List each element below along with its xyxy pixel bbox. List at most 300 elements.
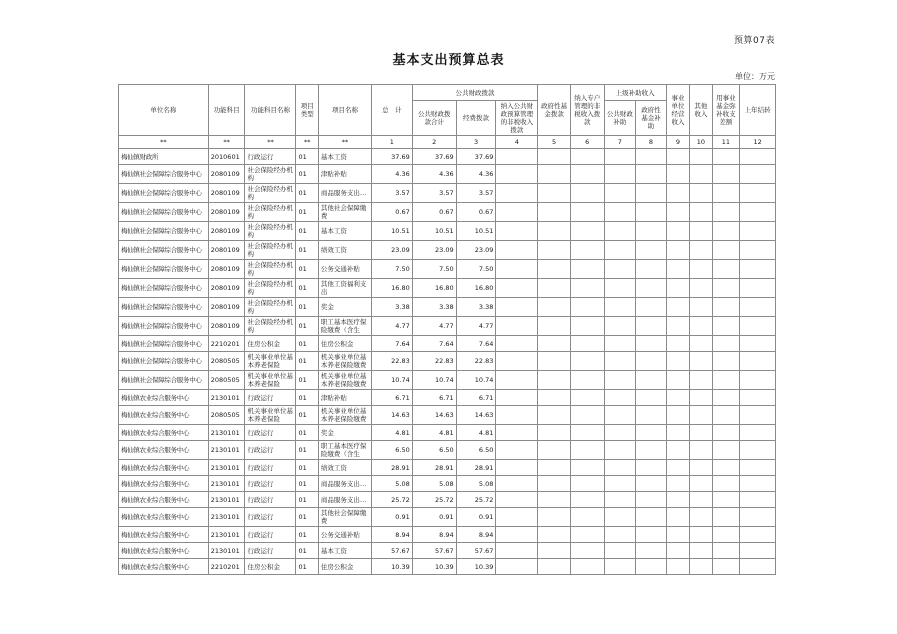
cell [636,390,667,406]
cell: 6.50 [412,441,456,460]
cell: 4.36 [371,165,412,184]
cell [712,165,740,184]
cell: 商品服务支出… [318,184,371,203]
cell: 5.08 [456,476,496,492]
cell [712,352,740,371]
cell [496,149,538,165]
cell [690,336,712,352]
cell: 22.83 [456,352,496,371]
cell [690,352,712,371]
cell [570,279,604,298]
cell [712,241,740,260]
cell: 奖金 [318,425,371,441]
cell: 4.81 [371,425,412,441]
cell: 梅仙镇农业综合服务中心 [119,508,209,527]
cell [636,241,667,260]
table-row [119,390,776,406]
cell [604,406,636,425]
cell: 梅仙镇社会保障综合服务中心 [119,317,209,336]
cell [636,460,667,476]
cell [604,336,636,352]
cell [690,184,712,203]
cell: 01 [296,559,318,575]
cell [690,298,712,317]
cell [690,165,712,184]
cell: 23.09 [371,241,412,260]
cell [604,298,636,317]
cell [538,317,571,336]
cell [496,203,538,222]
cell: 梅仙镇农业综合服务中心 [119,543,209,559]
cell: 37.69 [412,149,456,165]
cell: 2080109 [208,222,245,241]
cell [570,406,604,425]
col-header-nontax-budget: 纳入公共财政预算管理的非税收入拨款 [496,101,538,136]
cell: 4.81 [412,425,456,441]
page-title: 基本支出预算总表 [392,53,505,68]
cell [636,336,667,352]
cell: 0.91 [371,508,412,527]
cell [712,460,740,476]
cell [690,527,712,543]
cell [666,336,689,352]
cell [666,406,689,425]
cell [740,527,776,543]
cell: 住房公积金 [245,559,296,575]
cell [690,492,712,508]
cell [666,371,689,390]
cell: 01 [296,149,318,165]
table-row [119,559,776,575]
cell: 10.39 [371,559,412,575]
cell [666,425,689,441]
cell [496,222,538,241]
cell [690,559,712,575]
cell [570,203,604,222]
cell: 57.67 [456,543,496,559]
table-row [119,352,776,371]
col-header-business-income: 事业单位经营收入 [666,85,689,136]
cell [604,425,636,441]
cell [538,149,571,165]
cell: 4.36 [412,165,456,184]
cell [690,317,712,336]
cell: 3.57 [412,184,456,203]
cell: 01 [296,352,318,371]
table-row [119,203,776,222]
cell: 10.39 [412,559,456,575]
cell [570,352,604,371]
cell: 4.36 [456,165,496,184]
cell [740,460,776,476]
cell [666,390,689,406]
col-group-public-finance: 公共财政拨款 [412,85,537,101]
cell: 6.71 [412,390,456,406]
cell: 绩效工资 [318,241,371,260]
table-row [119,279,776,298]
cell [690,222,712,241]
cell: 梅仙镇社会保障综合服务中心 [119,241,209,260]
cell [636,317,667,336]
cell: 01 [296,279,318,298]
cell [740,352,776,371]
index-cell: 4 [496,136,538,149]
cell [666,260,689,279]
cell: 机关事业单位基本养老保险 [245,406,296,425]
cell [570,222,604,241]
cell [496,508,538,527]
cell: 01 [296,543,318,559]
cell [712,390,740,406]
cell: 2080109 [208,203,245,222]
cell: 公务交通补贴 [318,527,371,543]
cell [666,352,689,371]
cell [538,492,571,508]
cell: 10.39 [456,559,496,575]
col-header-pf-total: 公共财政拨款合计 [412,101,456,136]
cell: 57.67 [371,543,412,559]
cell: 10.51 [456,222,496,241]
cell: 2130101 [208,425,245,441]
col-header-public-subsidy: 公共财政补助 [604,101,636,136]
cell [538,279,571,298]
cell [604,203,636,222]
index-cell: 2 [412,136,456,149]
index-cell: ** [119,136,209,149]
cell [712,279,740,298]
index-cell: ** [245,136,296,149]
cell: 社会保险经办机构 [245,203,296,222]
cell [570,390,604,406]
cell [740,184,776,203]
cell: 0.91 [456,508,496,527]
table-row [119,527,776,543]
cell [538,371,571,390]
cell: 28.91 [412,460,456,476]
cell: 机关事业单位基本养老保险 [245,371,296,390]
cell [666,184,689,203]
cell: 梅仙镇农业综合服务中心 [119,390,209,406]
cell: 梅仙镇农业综合服务中心 [119,425,209,441]
cell: 梅仙镇社会保障综合服务中心 [119,298,209,317]
cell [538,425,571,441]
cell [496,425,538,441]
cell [740,476,776,492]
cell: 奖金 [318,298,371,317]
cell: 行政运行 [245,508,296,527]
cell: 行政运行 [245,149,296,165]
col-header-func-code: 功能科目 [208,85,245,136]
cell [690,508,712,527]
cell [496,279,538,298]
cell: 2080505 [208,406,245,425]
cell [666,492,689,508]
cell: 0.91 [412,508,456,527]
cell: 行政运行 [245,441,296,460]
cell: 2080109 [208,241,245,260]
cell [740,149,776,165]
cell: 01 [296,441,318,460]
cell: 01 [296,406,318,425]
cell: 23.09 [412,241,456,260]
cell [570,492,604,508]
cell: 2080505 [208,371,245,390]
cell [740,298,776,317]
cell: 2130101 [208,460,245,476]
cell [636,203,667,222]
cell: 2210201 [208,559,245,575]
table-row [119,260,776,279]
index-cell: 11 [712,136,740,149]
cell [570,165,604,184]
cell: 社会保险经办机构 [245,184,296,203]
cell [496,165,538,184]
cell: 行政运行 [245,390,296,406]
cell [570,260,604,279]
cell: 社会保险经办机构 [245,298,296,317]
cell: 01 [296,460,318,476]
col-header-func-name: 功能科目名称 [245,85,296,136]
cell [666,279,689,298]
cell [712,298,740,317]
cell [636,527,667,543]
cell [690,149,712,165]
cell: 职工基本医疗保险缴费（含生 [318,441,371,460]
cell: 28.91 [456,460,496,476]
cell: 公务交通补贴 [318,260,371,279]
cell: 梅仙镇社会保障综合服务中心 [119,336,209,352]
cell [496,241,538,260]
cell [538,165,571,184]
cell [604,241,636,260]
cell: 4.81 [456,425,496,441]
cell [636,371,667,390]
cell [712,425,740,441]
cell [604,527,636,543]
cell: 6.71 [456,390,496,406]
cell: 3.38 [456,298,496,317]
cell [690,441,712,460]
cell [636,165,667,184]
cell: 37.69 [371,149,412,165]
cell: 行政运行 [245,492,296,508]
header-row-1 [119,85,776,101]
sheet-number-label: 预算07表 [734,36,775,46]
cell: 2130101 [208,543,245,559]
cell: 28.91 [371,460,412,476]
cell [570,298,604,317]
cell [636,352,667,371]
cell [538,184,571,203]
cell: 23.09 [456,241,496,260]
cell [636,222,667,241]
cell: 5.08 [412,476,456,492]
cell [740,425,776,441]
cell: 2080109 [208,260,245,279]
cell [496,460,538,476]
cell [538,222,571,241]
cell [604,184,636,203]
cell [690,390,712,406]
cell [666,508,689,527]
cell [690,425,712,441]
cell: 16.80 [456,279,496,298]
table-body [119,149,776,575]
cell [496,559,538,575]
cell: 10.74 [456,371,496,390]
cell [690,543,712,559]
index-cell: 7 [604,136,636,149]
cell [690,371,712,390]
table-row [119,476,776,492]
cell [712,149,740,165]
cell [538,298,571,317]
cell [570,425,604,441]
unit-note: 单位：万元 [735,72,775,81]
cell: 16.80 [371,279,412,298]
cell: 2080109 [208,279,245,298]
index-cell: 10 [690,136,712,149]
cell: 6.50 [371,441,412,460]
cell: 37.69 [456,149,496,165]
cell [538,559,571,575]
cell [538,241,571,260]
cell [712,203,740,222]
cell: 7.64 [456,336,496,352]
col-header-item-type: 项目类型 [296,85,318,136]
cell: 14.63 [412,406,456,425]
cell [538,527,571,543]
index-cell: ** [208,136,245,149]
cell [496,336,538,352]
cell: 梅仙镇农业综合服务中心 [119,559,209,575]
cell: 0.67 [371,203,412,222]
cell [690,203,712,222]
cell: 01 [296,298,318,317]
cell [690,476,712,492]
cell [690,406,712,425]
cell: 梅仙镇农业综合服务中心 [119,527,209,543]
table-row [119,543,776,559]
cell: 2080109 [208,184,245,203]
cell [604,441,636,460]
cell [636,149,667,165]
cell [740,203,776,222]
cell: 基本工资 [318,222,371,241]
table-row [119,149,776,165]
cell: 5.08 [371,476,412,492]
cell: 机关事业单位基本养老保险缴费 [318,371,371,390]
cell: 2130101 [208,508,245,527]
table-row [119,317,776,336]
cell [496,260,538,279]
cell [666,165,689,184]
cell [666,203,689,222]
cell [666,317,689,336]
cell: 3.38 [371,298,412,317]
col-header-carryover: 上年结转 [740,85,776,136]
cell: 商品服务支出… [318,492,371,508]
cell [570,149,604,165]
cell [570,460,604,476]
cell: 7.50 [456,260,496,279]
table-row [119,222,776,241]
table-row [119,406,776,425]
cell [740,559,776,575]
cell [604,559,636,575]
cell [538,460,571,476]
cell [666,559,689,575]
cell [538,336,571,352]
index-cell: 1 [371,136,412,149]
cell: 22.83 [412,352,456,371]
cell: 16.80 [412,279,456,298]
cell [740,371,776,390]
cell: 0.67 [412,203,456,222]
cell [570,241,604,260]
cell: 梅仙镇社会保障综合服务中心 [119,371,209,390]
cell [636,476,667,492]
col-header-gov-fund-subsidy: 政府性基金补助 [636,101,667,136]
cell [570,476,604,492]
cell [538,406,571,425]
cell: 2130101 [208,492,245,508]
cell: 3.38 [412,298,456,317]
cell: 10.74 [371,371,412,390]
cell: 01 [296,508,318,527]
cell: 梅仙镇社会保障综合服务中心 [119,184,209,203]
cell [570,441,604,460]
cell [740,317,776,336]
cell [538,203,571,222]
cell: 机关事业单位基本养老保险 [245,352,296,371]
cell: 01 [296,492,318,508]
cell: 7.50 [371,260,412,279]
cell: 行政运行 [245,527,296,543]
col-header-item-name: 项目名称 [318,85,371,136]
cell [604,508,636,527]
cell [570,317,604,336]
cell [496,317,538,336]
cell [636,184,667,203]
cell: 住房公积金 [318,559,371,575]
cell: 4.77 [456,317,496,336]
cell [740,441,776,460]
cell: 2010601 [208,149,245,165]
cell [740,165,776,184]
cell: 14.63 [456,406,496,425]
cell [496,492,538,508]
cell [570,559,604,575]
cell [496,352,538,371]
cell: 3.57 [456,184,496,203]
cell [712,476,740,492]
cell [538,390,571,406]
table-row [119,298,776,317]
cell [712,371,740,390]
col-header-gov-fund: 政府性基金拨款 [538,85,571,136]
cell [666,441,689,460]
cell: 4.77 [371,317,412,336]
cell [666,298,689,317]
cell [496,406,538,425]
cell [636,508,667,527]
cell: 6.71 [371,390,412,406]
cell [604,222,636,241]
cell [570,184,604,203]
cell: 2080109 [208,298,245,317]
index-cell: 6 [570,136,604,149]
